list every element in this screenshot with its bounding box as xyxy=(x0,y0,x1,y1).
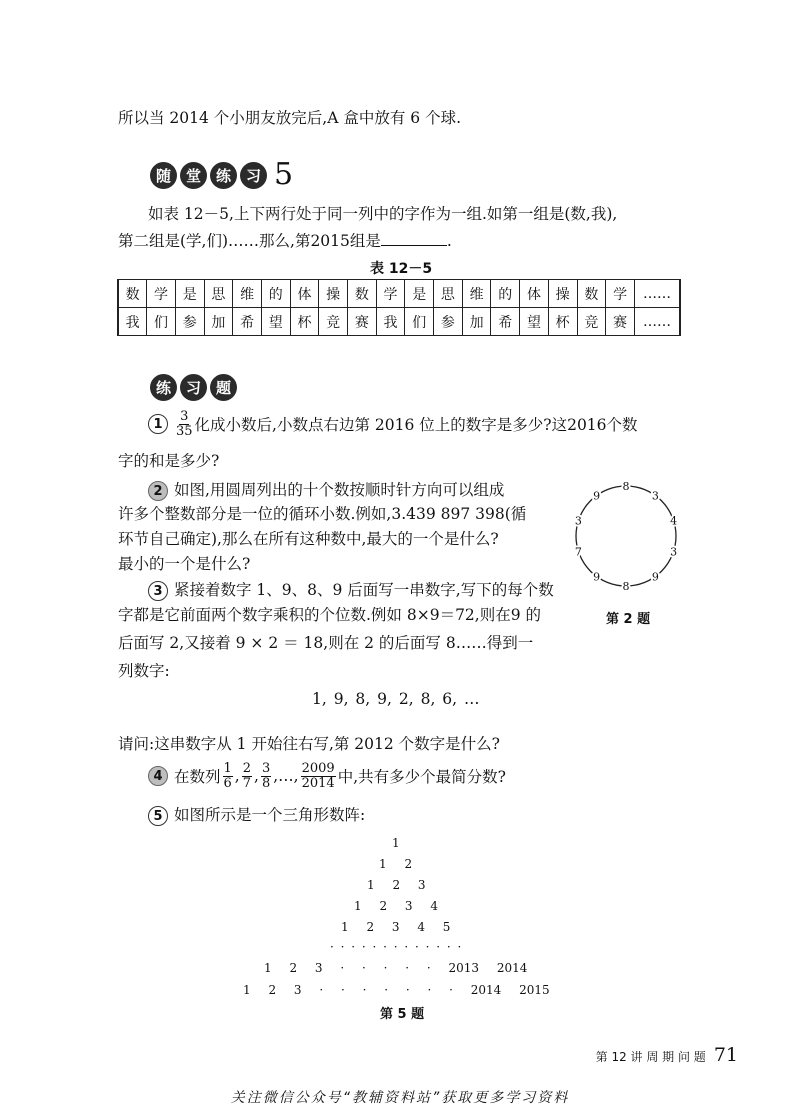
problem-3-line2: 字都是它前面两个数字乘积的个位数.例如 8×9＝72,则在9 的 xyxy=(118,606,542,624)
fraction-denominator: 2014 xyxy=(301,775,335,791)
fraction-denominator: 6 xyxy=(223,775,232,791)
practice-text-line2b: . xyxy=(446,232,452,250)
table-cell: 杯 xyxy=(548,308,577,336)
fraction-numerator: 2 xyxy=(242,761,252,776)
table-cell: 加 xyxy=(462,308,491,336)
badge-char: 堂 xyxy=(180,162,207,189)
table-cell: 赛 xyxy=(348,308,377,336)
circle-number: 7 xyxy=(574,545,582,559)
table-cell: 学 xyxy=(376,280,405,308)
answer-blank xyxy=(381,231,447,246)
figure-5-caption: 第 5 题 xyxy=(380,1007,425,1022)
table-cell: 们 xyxy=(405,308,434,336)
circle-number: 8 xyxy=(622,580,630,593)
exercises-header xyxy=(150,374,237,401)
problem-2-line1 xyxy=(148,478,504,501)
problem-5 xyxy=(148,803,365,826)
table-cell: 我 xyxy=(376,308,405,336)
triangle-row: 1 2 3 xyxy=(367,878,426,892)
table-row xyxy=(118,280,680,308)
circle-number: 4 xyxy=(670,514,678,528)
table-cell: 参 xyxy=(175,308,204,336)
table-cell: …… xyxy=(635,280,681,308)
practice-number: 5 xyxy=(274,157,294,192)
ellipsis: ,…, xyxy=(273,767,299,786)
table-cell: 我 xyxy=(118,308,147,336)
table-cell: 希 xyxy=(233,308,262,336)
table-cell: 维 xyxy=(233,280,262,308)
circle-number: 3 xyxy=(651,489,659,503)
problem-number: 4 xyxy=(148,766,168,786)
table-cell: 的 xyxy=(491,280,520,308)
problem-text: 如图,用圆周列出的十个数按顺时针方向可以组成 xyxy=(174,481,505,499)
fraction xyxy=(242,762,252,790)
problem-3-question: 请问:这串数字从 1 开始往右写,第 2012 个数字是什么? xyxy=(118,735,500,753)
practice-text-line2 xyxy=(118,229,452,251)
problem-number: 5 xyxy=(148,806,168,826)
table-cell: …… xyxy=(635,308,681,336)
page-number: 71 xyxy=(713,1044,738,1066)
circle-number: 9 xyxy=(651,570,659,584)
table-caption: 表 12－5 xyxy=(370,261,433,277)
problem-3-line3: 后面写 2,又接着 9 × 2 ＝ 18,则在 2 的后面写 8……得到一 xyxy=(118,634,534,652)
fraction-numerator: 3 xyxy=(261,761,271,776)
table-cell: 数 xyxy=(348,280,377,308)
problem-3-line1 xyxy=(148,578,554,601)
table-cell: 操 xyxy=(319,280,348,308)
table-cell: 希 xyxy=(491,308,520,336)
triangle-row: 1 2 xyxy=(379,857,413,871)
triangle-row: · · · · · · · · · · · · · xyxy=(330,940,462,954)
badge-char: 随 xyxy=(150,162,177,189)
badge-char: 习 xyxy=(240,162,267,189)
table-cell: 操 xyxy=(548,280,577,308)
table-cell: 是 xyxy=(175,280,204,308)
fraction xyxy=(261,762,271,790)
table-cell: 加 xyxy=(204,308,233,336)
badge-char: 练 xyxy=(210,162,237,189)
table-row xyxy=(118,308,680,336)
fraction-denominator: 35 xyxy=(176,423,193,439)
fraction xyxy=(301,762,336,790)
fraction-numerator: 2009 xyxy=(301,761,335,776)
problem-number: 1 xyxy=(148,414,168,434)
problem-4: 4 在数列 $\frac{1}{6}$ , $\frac{2}{7}$ , $\frac{3}{8}$ ,…, $\frac{2009}{2014}$ 中,共有多少个最简分数? xyxy=(148,762,506,790)
table-cell: 学 xyxy=(147,280,176,308)
practice-text-line1: 如表 12－5,上下两行处于同一列中的字作为一组.如第一组是(数,我), xyxy=(148,205,618,223)
intro-line: 所以当 2014 个小朋友放完后,A 盒中放有 6 个球. xyxy=(118,109,461,127)
problem-number: 2 xyxy=(148,481,168,501)
circle-number: 8 xyxy=(622,480,630,493)
fraction-numerator: 3 xyxy=(180,409,189,424)
page-footer xyxy=(596,1044,738,1066)
table-cell: 体 xyxy=(520,280,549,308)
problem-text: 紧接着数字 1、9、8、9 后面写一串数字,写下的每个数 xyxy=(174,581,554,599)
triangle-row: 1 2 3 · · · · · · · 2014 2015 xyxy=(243,983,550,997)
table-cell: 望 xyxy=(520,308,549,336)
badge-char: 题 xyxy=(210,374,237,401)
fraction-denominator: 8 xyxy=(261,775,271,791)
problem-1-cont: 字的和是多少? xyxy=(118,452,220,470)
problem-text: 化成小数后,小数点右边第 2016 位上的数字是多少?这2016个数 xyxy=(194,416,638,435)
table-cell: 数 xyxy=(577,280,606,308)
promo-banner: 关注微信公众号“教辅资料站”获取更多学习资料 xyxy=(230,1090,570,1106)
fraction xyxy=(223,762,233,790)
problem-2-line2: 许多个整数部分是一位的循环小数.例如,3.439 897 398(循 xyxy=(118,505,527,523)
table-cell: 思 xyxy=(204,280,233,308)
table-cell: 的 xyxy=(261,280,290,308)
problem-1 xyxy=(148,410,638,438)
table-cell: 是 xyxy=(405,280,434,308)
practice-text-line2a: 第二组是(学,们)……那么,第2015组是 xyxy=(118,232,381,250)
triangle-row: 1 2 3 4 5 xyxy=(341,920,451,934)
circle-figure xyxy=(564,474,688,598)
table-cell: 竞 xyxy=(319,308,348,336)
problem-2-line4: 最小的一个是什么? xyxy=(118,555,251,573)
sequence: 1, 9, 8, 9, 2, 8, 6, … xyxy=(312,690,480,708)
problem-3-line4: 列数字: xyxy=(118,662,170,680)
table-cell: 学 xyxy=(606,280,635,308)
triangle-row: 1 2 3 4 xyxy=(354,899,438,913)
table-12-5 xyxy=(117,279,681,336)
figure-2-caption: 第 2 题 xyxy=(606,612,651,627)
table-cell: 们 xyxy=(147,308,176,336)
problem-text: 中,共有多少个最简分数? xyxy=(337,768,506,787)
table-cell: 望 xyxy=(261,308,290,336)
problem-text: 如图所示是一个三角形数阵: xyxy=(174,806,366,824)
table-cell: 赛 xyxy=(606,308,635,336)
table-cell: 参 xyxy=(434,308,463,336)
badge-char: 练 xyxy=(150,374,177,401)
circle-number: 3 xyxy=(670,545,678,559)
circle-number: 9 xyxy=(593,489,601,503)
circle-number: 3 xyxy=(574,514,582,528)
problem-text: 在数列 xyxy=(174,768,221,787)
fraction-denominator: 7 xyxy=(242,775,252,791)
triangle-row: 1 2 3 · · · · · 2013 2014 xyxy=(264,961,528,975)
table-cell: 体 xyxy=(290,280,319,308)
lecture-label: 第 12 讲 周 期 问 题 xyxy=(595,1050,706,1064)
badge-char: 习 xyxy=(180,374,207,401)
triangle-row: 1 xyxy=(392,836,400,850)
circle-outline xyxy=(576,486,676,586)
problem-2-line3: 环节自己确定),那么在所有这种数中,最大的一个是什么? xyxy=(118,530,499,548)
fraction-numerator: 1 xyxy=(223,761,232,776)
circle-number: 9 xyxy=(593,570,601,584)
table-cell: 竞 xyxy=(577,308,606,336)
table-cell: 数 xyxy=(118,280,147,308)
practice-header xyxy=(150,157,294,192)
problem-number: 3 xyxy=(148,581,168,601)
table-cell: 杯 xyxy=(290,308,319,336)
fraction xyxy=(176,410,193,438)
table-cell: 思 xyxy=(434,280,463,308)
table-cell: 维 xyxy=(462,280,491,308)
